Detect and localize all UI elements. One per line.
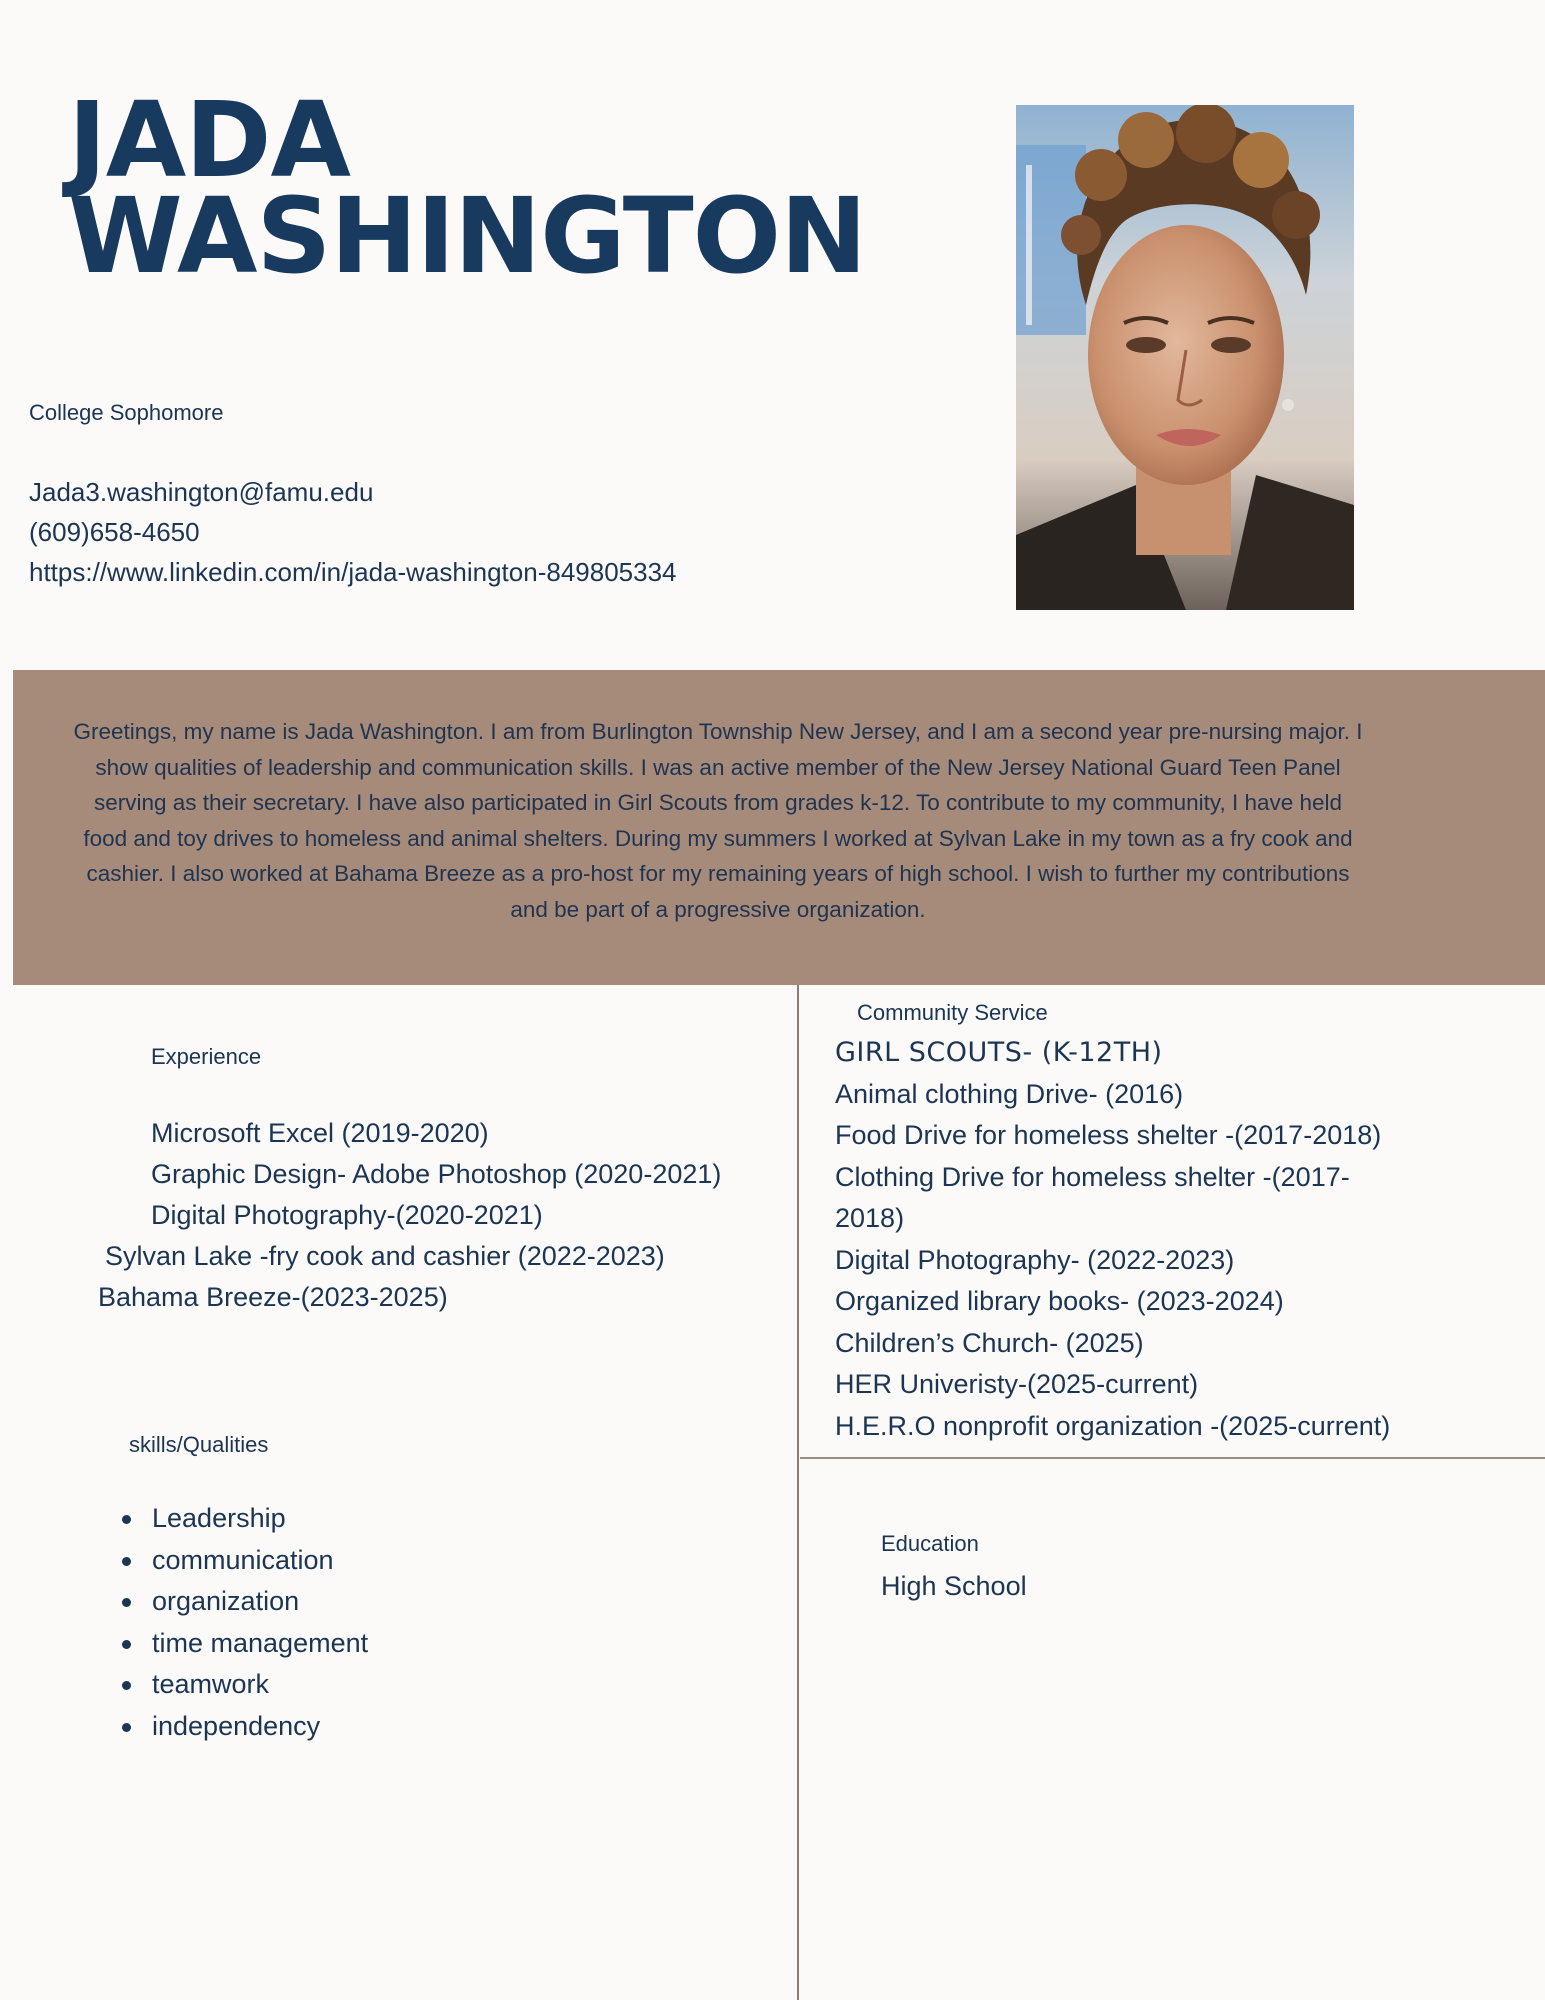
phone-number: (609)658-4650 <box>29 517 200 547</box>
list-item: independency <box>116 1706 368 1748</box>
list-item: Leadership <box>116 1498 368 1540</box>
list-item: Children’s Church- (2025) <box>835 1327 1144 1358</box>
list-item: communication <box>116 1540 368 1582</box>
portrait-illustration <box>1016 105 1354 610</box>
list-item: 2018) <box>835 1203 905 1233</box>
community-service-label: Community Service <box>857 1000 1048 1025</box>
experience-item: Digital Photography-(2020-2021) <box>151 1200 543 1230</box>
bio-text: Greetings, my name is Jada Washington. I am from Burlington Township New Jersey, and I am a second year pre-nursing major. I show qualities of leadership and communication skills. I was an active member of the New Jersey National Guard Teen Panel serving as their secretary. I have also participated in Girl Scouts from grades k-12. To contribute to my community, I have held food and toy drives to homeless and animal shelters. During my summers I worked at Sylvan Lake in my town as a fry cook and cashier. I also worked at Bahama Breeze as a pro-host for my remaining years of high school. I wish to further my contributions and be part of a progressive organization. <box>73 719 1363 922</box>
skills-label: skills/Qualities <box>129 1432 269 1457</box>
list-item: HER Univeristy-(2025-current) <box>835 1369 1199 1399</box>
last-name: WASHINGTON <box>68 175 867 297</box>
list-item: time management <box>116 1623 368 1665</box>
first-name: JADA <box>68 79 350 201</box>
subtitle: College Sophomore <box>29 400 224 425</box>
skills-list <box>116 1498 368 1747</box>
list-item: Organized library books- (2023-2024) <box>835 1286 1284 1316</box>
list-item: Digital Photography- (2022-2023) <box>835 1244 1235 1275</box>
contact-block <box>29 472 677 592</box>
list-item: organization <box>116 1581 368 1623</box>
experience-item: Microsoft Excel (2019-2020) <box>151 1118 489 1148</box>
experience-item: Bahama Breeze-(2023-2025) <box>98 1282 448 1312</box>
list-item: Food Drive for homeless shelter -(2017-2018) <box>835 1120 1382 1150</box>
list-item: teamwork <box>116 1664 368 1706</box>
list-item: H.E.R.O nonprofit organization -(2025-current) <box>835 1410 1391 1441</box>
profile-photo <box>1016 105 1354 610</box>
list-item: GIRL SCOUTS- (K-12TH) <box>835 1037 1163 1068</box>
bio-banner <box>13 670 1545 985</box>
list-item: Clothing Drive for homeless shelter -(2017- <box>835 1161 1350 1192</box>
community-service-list <box>835 1032 1535 1447</box>
column-divider <box>797 985 799 2000</box>
linkedin-link[interactable]: https://www.linkedin.com/in/jada-washington-849805334 <box>29 557 677 587</box>
education-label: Education <box>881 1531 979 1556</box>
email-link[interactable]: Jada3.washington@famu.edu <box>29 477 374 507</box>
experience-item: Graphic Design- Adobe Photoshop (2020-2021) <box>151 1159 722 1189</box>
resume-name <box>68 79 867 297</box>
list-item: Animal clothing Drive- (2016) <box>835 1078 1184 1109</box>
experience-label: Experience <box>151 1044 262 1069</box>
section-divider <box>800 1457 1545 1459</box>
education-school: High School <box>881 1571 1027 1601</box>
experience-item: Sylvan Lake -fry cook and cashier (2022-2023) <box>105 1241 665 1271</box>
